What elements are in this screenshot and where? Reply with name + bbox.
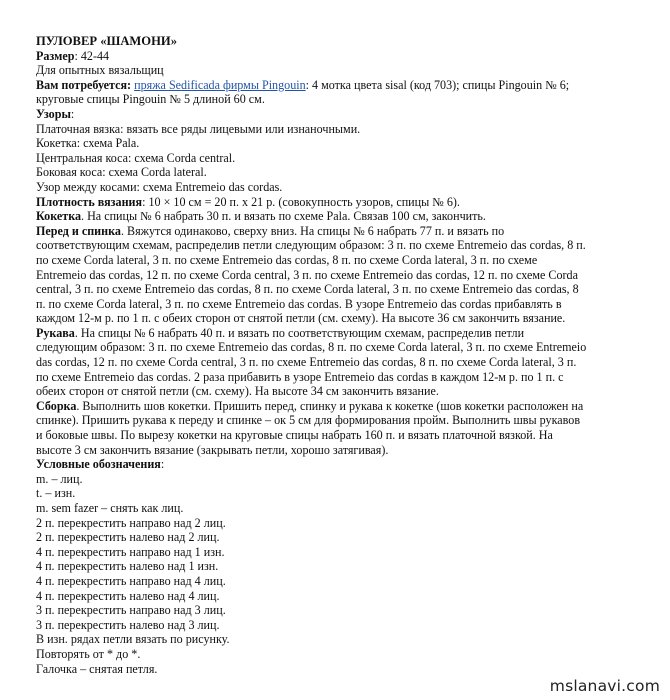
- gauge-line: [36, 195, 641, 210]
- sleeves-paragraph: [36, 340, 641, 398]
- patterns-label: Узоры: [36, 106, 71, 121]
- legend-item: t. – изн.: [36, 486, 76, 501]
- front-back-first-text: . Вяжутся одинаково, сверху вниз. На спицы № 6 набрать 77 п. и вязать по: [120, 223, 505, 238]
- legend-item: m. sem fazer – снять как лиц.: [36, 501, 184, 515]
- assembly-paragraph: [36, 413, 641, 457]
- materials-rest: : 4 мотка цвета sisal (код 703); спицы Pingouin № 6;: [305, 77, 570, 92]
- legend-item: 4 п. перекрестить налево над 4 лиц.: [36, 588, 220, 603]
- paragraph-line: central, 3 п. по схеме Entremeio das cordas, 8 п. по схеме Corda lateral, 3 п. по схеме Entremeio das cordas, 8: [36, 282, 579, 297]
- patterns-label-suffix: :: [70, 106, 75, 121]
- paragraph-line: соответствующим схемам, распределив петли следующим образом: 3 п. по схеме Entremeio das cordas, 8 п.: [36, 238, 586, 253]
- paragraph-line: высоте 3 см закончить вязание (закрывать петли, хорошо затягивая).: [36, 442, 389, 457]
- paragraph-line: das cordas, 12 п. по схеме Corda central, 3 п. по схеме Entremeio das cordas, 8 п. по схеме Corda lateral, 3 п.: [36, 355, 577, 370]
- legend-item: 4 п. перекрестить налево над 1 изн.: [36, 559, 219, 574]
- gauge-text: : 10 × 10 см = 20 п. х 21 р. (совокупность узоров, спицы № 6).: [142, 194, 460, 209]
- materials-line-2: круговые спицы Pingouin № 5 длиной 60 см.: [36, 92, 265, 107]
- legend-item: Повторять от * до *.: [36, 646, 141, 661]
- paragraph-line: спинке). Пришить рукава к переду и спинке – ок 5 см для формирования пройм. Выполнить швы рукавов: [36, 413, 581, 428]
- size-label: Размер: [36, 48, 75, 63]
- legend-item: 4 п. перекрестить направо над 1 изн.: [36, 544, 225, 559]
- yarn-link[interactable]: пряжа Sedificada фирмы Pingouin: [134, 77, 306, 92]
- front-back-label: Перед и спинка: [36, 223, 121, 238]
- assembly-first-text: . Выполнить шов кокетки. Пришить перед, спинку и рукава к кокетке (шов кокетки расположен на: [76, 398, 584, 413]
- paragraph-line: по схеме Corda lateral, 3 п. по схеме Entremeio das cordas, 8 п. по схеме Corda lateral, 3 п. по схеме: [36, 252, 538, 267]
- size-line: [36, 49, 641, 64]
- pattern-item: Платочная вязка: вязать все ряды лицевыми или изнаночными.: [36, 121, 361, 136]
- materials-label: Вам потребуется:: [36, 77, 132, 92]
- paragraph-line: Entremeio das cordas, 12 п. по схеме Corda central, 3 п. по схеме Entremeio das cordas, 12 п. по схеме Corda: [36, 267, 578, 282]
- legend-item: 2 п. перекрестить направо над 2 лиц.: [36, 515, 226, 530]
- legend-list: [36, 472, 641, 676]
- paragraph-line: по схеме Entremeio das cordas. 2 раза прибавить в узоре Entremeio das cordas в каждом 12-м р. по 1 п. с: [36, 369, 564, 384]
- legend-item: 2 п. перекрестить налево над 2 лиц.: [36, 530, 220, 545]
- size-value: : 42-44: [74, 48, 110, 63]
- pattern-item: Боковая коса: схема Corda lateral.: [36, 165, 207, 180]
- paragraph-line: обеих сторон от снятой петли (см. схему). На высоте 34 см закончить вязание.: [36, 384, 439, 399]
- legend-item: 3 п. перекрестить направо над 3 лиц.: [36, 603, 226, 618]
- legend-item: 4 п. перекрестить направо над 4 лиц.: [36, 573, 226, 588]
- legend-item: В изн. рядах петли вязать по рисунку.: [36, 632, 230, 647]
- paragraph-line: следующим образом: 3 п. по схеме Entremeio das cordas, 8 п. по схеме Corda lateral, 3 п. по схеме Entremeio: [36, 340, 587, 355]
- front-back-first-line: [36, 224, 641, 239]
- patterns-list: [36, 122, 641, 195]
- legend-label-suffix: :: [160, 457, 165, 472]
- sleeves-label: Рукава: [36, 325, 75, 340]
- audience-line: Для опытных вязальщиц: [36, 63, 164, 78]
- front-back-paragraph: [36, 238, 641, 326]
- site-watermark: mslanavi.com: [549, 677, 660, 696]
- yoke-line: [36, 209, 641, 224]
- paragraph-line: и боковые швы. По вырезу кокетки на круговые спицы набрать 160 п. и вязать платочной вязкой. На: [36, 428, 553, 443]
- pattern-document: [36, 34, 641, 676]
- legend-label: Условные обозначения: [36, 457, 161, 472]
- paragraph-line: каждом 12-м р. по 1 п. с обеих сторон от снятой петли (см. схему). На высоте 36 см закончить вязание.: [36, 311, 566, 326]
- patterns-heading: [36, 107, 641, 122]
- legend-heading: [36, 457, 641, 472]
- paragraph-line: п. по схеме Corda lateral, 3 п. по схеме Entremeio das cordas. В узоре Entremeio das cordas прибавлять в: [36, 296, 562, 311]
- pattern-item: Кокетка: схема Pala.: [36, 136, 140, 151]
- sleeves-first-text: . На спицы № 6 набрать 40 п. и вязать по соответствующим схемам, распределив петли: [74, 325, 525, 340]
- yoke-label: Кокетка: [36, 209, 82, 224]
- sleeves-first-line: [36, 326, 641, 341]
- legend-item: Галочка – снятая петля.: [36, 661, 158, 676]
- assembly-label: Сборка: [36, 398, 77, 413]
- yoke-text: . На спицы № 6 набрать 30 п. и вязать по схеме Pala. Связав 100 см, закончить.: [81, 209, 486, 224]
- legend-item: 3 п. перекрестить налево над 3 лиц.: [36, 617, 220, 632]
- pattern-item: Узор между косами: схема Entremeio das cordas.: [36, 179, 283, 194]
- legend-item: m. – лиц.: [36, 471, 83, 486]
- assembly-first-line: [36, 399, 641, 414]
- pattern-item: Центральная коса: схема Corda central.: [36, 150, 236, 165]
- document-title: ПУЛОВЕР «ШАМОНИ»: [36, 34, 177, 48]
- gauge-label: Плотность вязания: [36, 194, 143, 209]
- materials-line-1: [36, 78, 641, 93]
